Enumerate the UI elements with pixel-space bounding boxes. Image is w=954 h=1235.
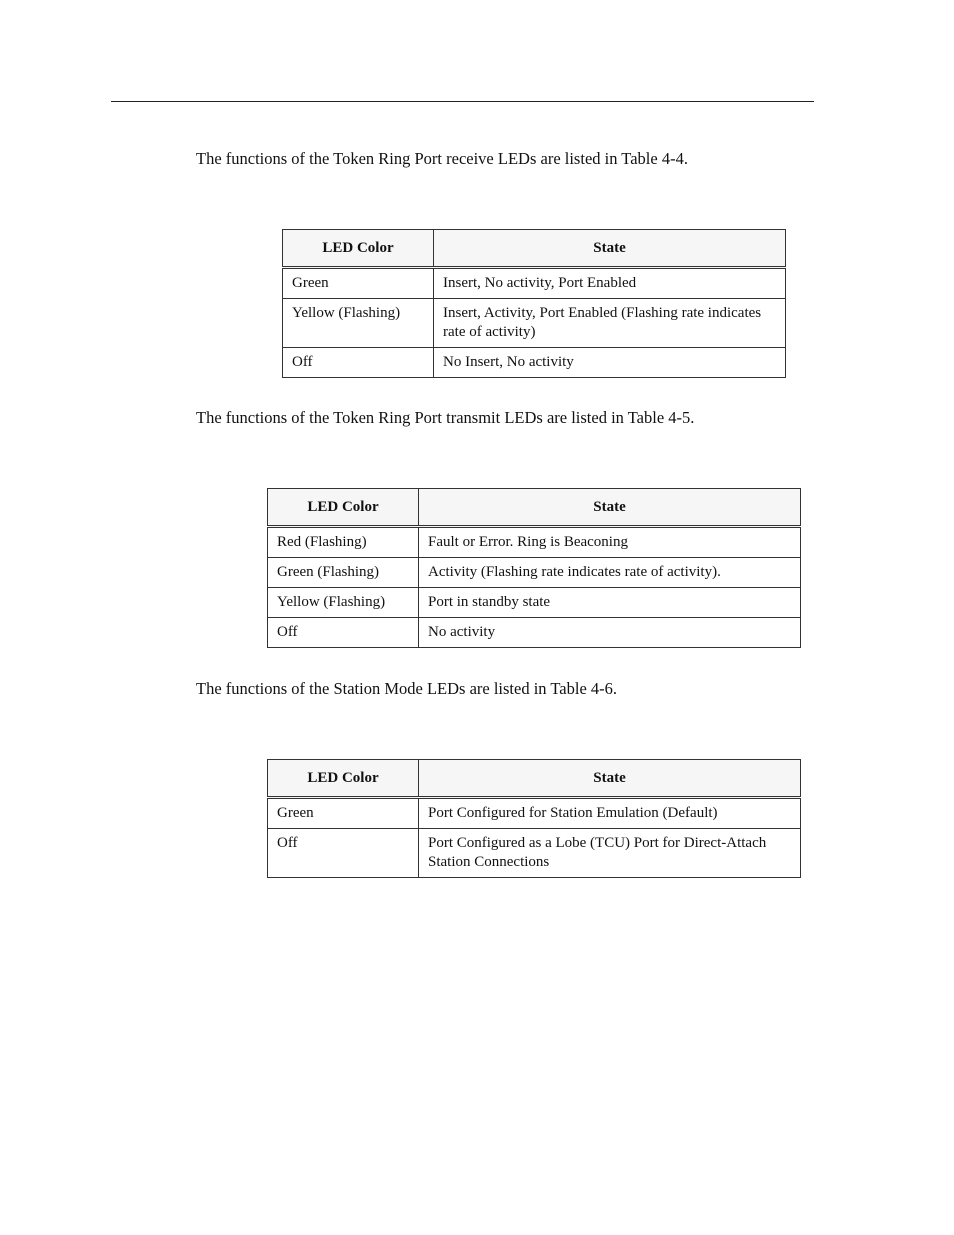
table-row [283, 299, 786, 348]
table-row [268, 527, 801, 558]
led-color-cell: Green [283, 268, 434, 299]
state-cell: Insert, No activity, Port Enabled [434, 268, 786, 299]
state-cell: Activity (Flashing rate indicates rate of activity). [419, 558, 801, 588]
table-row [268, 798, 801, 829]
station-led-table [267, 759, 801, 878]
table-header-row [268, 489, 801, 527]
led-color-cell: Yellow (Flashing) [268, 588, 419, 618]
state-cell: Fault or Error. Ring is Beaconing [419, 527, 801, 558]
table-row [268, 588, 801, 618]
transmit-led-table [267, 488, 801, 648]
state-cell: Port in standby state [419, 588, 801, 618]
state-cell: No activity [419, 618, 801, 648]
transmit-intro-paragraph: The functions of the Token Ring Port transmit LEDs are listed in Table 4-5. [196, 408, 695, 427]
receive-intro-paragraph: The functions of the Token Ring Port receive LEDs are listed in Table 4-4. [196, 149, 688, 168]
receive-led-table [282, 229, 786, 378]
led-color-cell: Off [283, 348, 434, 378]
table-row [268, 558, 801, 588]
station-intro-paragraph: The functions of the Station Mode LEDs are listed in Table 4-6. [196, 679, 618, 698]
table-row [268, 829, 801, 878]
state-cell: No Insert, No activity [434, 348, 786, 378]
led-color-cell: Off [268, 618, 419, 648]
header-rule [111, 101, 814, 102]
header-led-color: LED Color [283, 230, 434, 268]
header-led-color: LED Color [268, 489, 419, 527]
state-cell: Insert, Activity, Port Enabled (Flashing rate indicates rate of activity) [434, 299, 786, 348]
table-header-row [283, 230, 786, 268]
table-row [283, 348, 786, 378]
header-state: State [434, 230, 786, 268]
state-cell: Port Configured as a Lobe (TCU) Port for Direct-Attach Station Connections [419, 829, 801, 878]
led-color-cell: Off [268, 829, 419, 878]
header-state: State [419, 760, 801, 798]
table-header-row [268, 760, 801, 798]
led-color-cell: Red (Flashing) [268, 527, 419, 558]
table-row [268, 618, 801, 648]
led-color-cell: Yellow (Flashing) [283, 299, 434, 348]
header-led-color: LED Color [268, 760, 419, 798]
state-cell: Port Configured for Station Emulation (Default) [419, 798, 801, 829]
led-color-cell: Green (Flashing) [268, 558, 419, 588]
header-state: State [419, 489, 801, 527]
table-row [283, 268, 786, 299]
led-color-cell: Green [268, 798, 419, 829]
